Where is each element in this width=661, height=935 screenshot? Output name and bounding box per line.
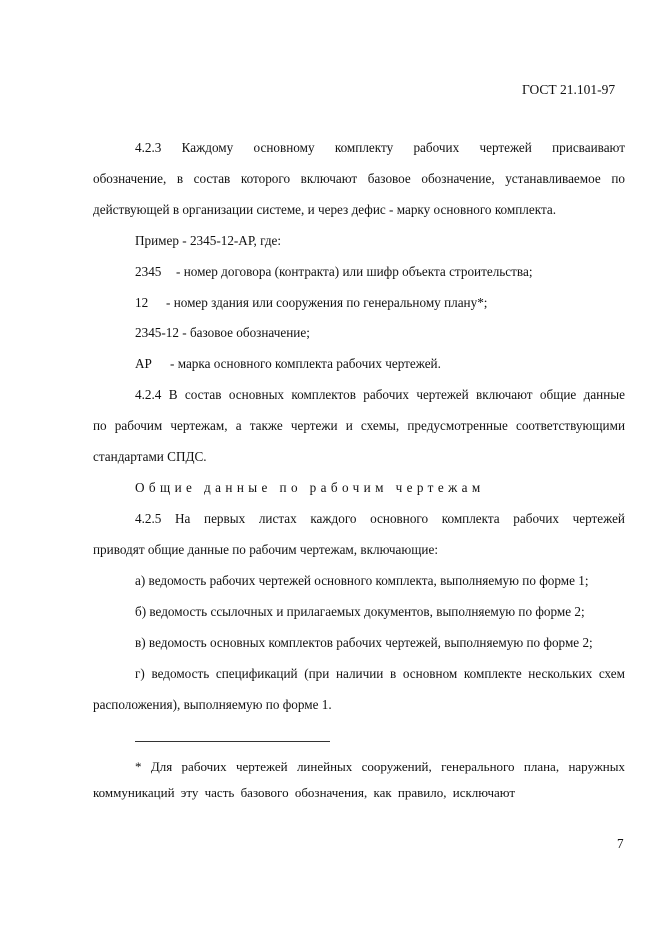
example-item-text: - номер договора (контракта) или шифр объекта строительства; <box>176 264 533 279</box>
example-item-code: АР <box>135 356 152 371</box>
example-item-text: 2345-12 - базовое обозначение; <box>135 325 310 340</box>
page-number: 7 <box>617 836 624 851</box>
para-425-line2: приводят общие данные по рабочим чертежам, включающие: <box>93 542 438 557</box>
doc-code-header: ГОСТ 21.101-97 <box>522 82 616 97</box>
list-item-g: г) ведомость спецификаций (при наличии в основном комплекте нескольких схем <box>135 666 625 681</box>
footnote-line2: коммуникаций эту часть базового обозначения, как правило, исключают <box>93 785 516 800</box>
example-title: Пример - 2345-12-АР, где: <box>135 233 282 248</box>
example-item-code: 12 <box>135 295 149 310</box>
example-item-text: - марка основного комплекта рабочих чертежей. <box>170 356 441 371</box>
footnote-line1: * Для рабочих чертежей линейных сооружений, генерального плана, наружных <box>135 759 625 774</box>
para-423-line2: обозначение, в состав которого включают базовое обозначение, устанавливаемое по <box>93 171 625 186</box>
section-subheading: Общие данные по рабочим чертежам <box>135 480 485 495</box>
footnote-separator <box>135 741 330 742</box>
example-item-text: - номер здания или сооружения по генеральному плану*; <box>166 295 488 310</box>
list-item-b: б) ведомость ссылочных и прилагаемых документов, выполняемую по форме 2; <box>135 604 585 619</box>
list-item-g-cont: расположения), выполняемую по форме 1. <box>93 697 332 712</box>
para-425-line1: 4.2.5 На первых листах каждого основного комплекта рабочих чертежей <box>135 511 625 526</box>
para-424-line2: по рабочим чертежам, а также чертежи и схемы, предусмотренные соответствующими <box>93 418 625 433</box>
para-424-line1: 4.2.4 В состав основных комплектов рабочих чертежей включают общие данные <box>135 387 625 402</box>
para-423-line3: действующей в организации системе, и через дефис - марку основного комплекта. <box>93 202 557 217</box>
para-424-line3: стандартами СПДС. <box>93 449 207 464</box>
list-item-a: а) ведомость рабочих чертежей основного комплекта, выполняемую по форме 1; <box>135 573 589 588</box>
list-item-v: в) ведомость основных комплектов рабочих чертежей, выполняемую по форме 2; <box>135 635 593 650</box>
example-item-code: 2345 <box>135 264 162 279</box>
para-423-line1: 4.2.3 Каждому основному комплекту рабочих чертежей присваивают <box>135 140 625 155</box>
